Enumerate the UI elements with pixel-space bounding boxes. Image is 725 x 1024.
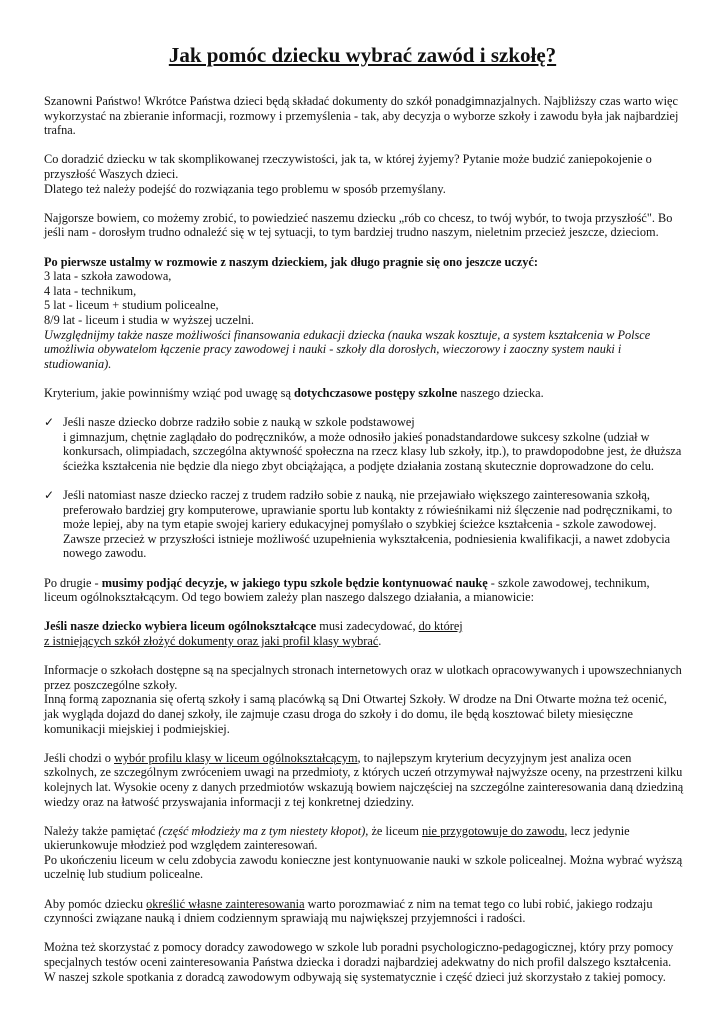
paragraph-first-step	[44, 255, 684, 372]
interests-underlined: określić własne zainteresowania	[146, 896, 305, 911]
checklist-item-text: Jeśli natomiast nasze dziecko raczej z trudem radziło sobie z nauką, nie przejawiało większego zainteresowania szkołą, preferowało bardziej gry komputerowe, uprawianie sportu lub kontakty z rówieśnikami niż ślęczenie nad podręcznikami, to może lepiej, aby na tym etapie swojej kariery edukacyjnej pomyślało o szybkiej ścieżce kształcenia - szkole zawodowej. Zawsze przecież w przyszłości istnieje możliwość uzupełnienia wykształcenia, podniesienia kwalifikacji, a nawet zdobycia nowego zawodu.	[63, 488, 673, 561]
liceum-choice-text: musi zadecydować,	[316, 619, 419, 634]
checkmark-icon: ✓	[44, 488, 55, 503]
document-body	[44, 94, 684, 999]
checkmark-icon: ✓	[44, 415, 55, 430]
paragraph-criterion	[44, 386, 684, 401]
paragraph-worst-choice: Najgorsze bowiem, co możemy zrobić, to powiedzieć naszemu dziecku „rób co chcesz, to twój wybór, to twoja przyszłość". Bo jeśli nam - dorosłym trudno odnaleźć się w tej sytuacji, to tym bardziej trudno naszym, nieletnim przecież jeszcze, dzieciom.	[44, 210, 673, 240]
page-title: Jak pomóc dziecku wybrać zawód i szkołę?	[168, 43, 557, 67]
liceum-choice-bold: Jeśli nasze dziecko wybiera liceum ogólnokształcące	[44, 619, 317, 634]
paragraph-question-line2: Dlatego też należy podejść do rozwiązania tego problemu w sposób przemyślany.	[44, 181, 446, 196]
second-step-bold: musimy podjąć decyzje, w jakiego typu szkole będzie kontynuować naukę	[101, 575, 488, 590]
paragraph-question-line1: Co doradzić dziecku w tak skomplikowanej rzeczywistości, jak ta, w której żyjemy? Pytanie może budzić zaniepokojenie o przyszłość Waszych dzieci.	[44, 152, 652, 181]
liceum-note-underlined: nie przygotowuje do zawodu	[421, 823, 565, 838]
school-info-line2: Inną formą zapoznania się ofertą szkoły i samą placówką są Dni Otwartej Szkoły. W drodze na Dni Otwarte można też ocenić, jak wygląda dojazd do danej szkoły, ile zajmuje czasu droga do szkoły i do domu, ile będą kosztować bilety miesięczne komunikacji miejskiej i podmiejskiej.	[44, 692, 667, 736]
liceum-choice-underlined: z istniejących szkół złożyć dokumenty oraz jaki profil klasy wybrać	[44, 633, 379, 648]
liceum-choice-period: .	[378, 633, 382, 648]
liceum-note-italic: (część młodzieży ma z tym niestety kłopot),	[158, 823, 369, 838]
criterion-text-end: naszego dziecka.	[457, 385, 544, 400]
paragraph-profile-choice	[44, 751, 684, 809]
paragraph-liceum-choice	[44, 619, 684, 648]
option-item: 4 lata - technikum,	[44, 283, 137, 298]
liceum-note-text-end: , lecz jedynie ukierunkowuje młodzież pod względem zainteresowań.	[44, 823, 630, 853]
paragraph-interests	[44, 897, 684, 926]
checklist-item-good-student	[44, 415, 684, 473]
paragraph-career-advisor: Można też skorzystać z pomocy doradcy zawodowego w szkole lub poradni psychologiczno-pedagogicznej, który przy pomocy specjalnych testów oceni zainteresowania Państwa dziecka i doradzi najbardziej adekwatny do nich profil dalszego kształcenia. W naszej szkole spotkania z doradcą zawodowym odbywają się systematycznie i część dzieci już skorzystało z takiej pomocy.	[44, 940, 674, 984]
criterion-text: Kryterium, jakie powinniśmy wziąć pod uwagę są	[44, 385, 294, 400]
paragraph-greeting: Szanowni Państwo! Wkrótce Państwa dzieci będą składać dokumenty do szkół ponadgimnazjalnych. Najbliższy czas warto więc wykorzystać na zbieranie informacji, rozmowy i przemyślenia - tak, aby decyzja o wyborze szkoły i zawodu była jak najbardziej trafna.	[44, 94, 679, 138]
checklist-item-text: Jeśli nasze dziecko dobrze radziło sobie z nauką w szkole podstawowej	[63, 415, 415, 430]
financing-note: Uwzględnijmy także nasze możliwości finansowania edukacji dziecka (nauka wszak kosztuje, a system kształcenia w Polsce umożliwia obywatelom łączenie pracy zawodowej i nauki - szkoły dla dorosłych, wieczorowy i zaoczny system nauki i studiowania).	[44, 327, 651, 371]
paragraph-question	[44, 152, 684, 196]
liceum-note-text: Należy także pamiętać	[44, 823, 159, 838]
paragraph-liceum-note	[44, 824, 684, 882]
criterion-bold: dotychczasowe postępy szkolne	[293, 385, 458, 400]
liceum-note-text-mid: że liceum	[368, 823, 422, 838]
school-info-line1: Informacje o szkołach dostępne są na specjalnych stronach internetowych oraz w ulotkach opracowywanych i upowszechnianych przez poszczególne szkoły.	[44, 663, 682, 692]
second-step-text-end: - szkole zawodowej, technikum, liceum ogólnokształcącym. Od tego bowiem zależy plan naszego dalszego działania, a mianowicie:	[44, 575, 650, 605]
interests-text: Aby pomóc dziecku	[44, 896, 147, 911]
second-step-text: Po drugie -	[44, 575, 102, 590]
profile-choice-text-end: , to najlepszym kryterium decyzyjnym jest analiza ocen szkolnych, ze szczególnym zwróceniem uwagi na przedmioty, z których uczeń otrzymywał najwyższe oceny, na przestrzeni kilku kolejnych lat. Wysokie oceny z danych przedmiotów wskazują bowiem najczęściej na szczególne zainteresowania daną dziedziną wiedzy oraz na łatwość przyswajania informacji z tej konkretnej dziedziny.	[44, 750, 684, 809]
checklist-item-text: i gimnazjum, chętnie zaglądało do podręczników, a może odnosiło jakieś ponadstandardowe sukcesy szkolne (udział w konkursach, olimpiadach, szczególna aktywność społeczna na rzecz klasy lub szkoły, itp.), to prawdopodobne jest, że dłuższa ścieżka kształcenia nie będzie dla niego zbyt obciążająca, a podjęte działania zostaną skutecznie doprowadzone do celu.	[63, 429, 682, 473]
liceum-note-line2: Po ukończeniu liceum w celu zdobycia zawodu konieczne jest kontynuowanie nauki w szkole policealnej. Można wybrać wyższą uczelnię lub studium policealne.	[44, 852, 683, 882]
profile-choice-text: Jeśli chodzi o	[44, 750, 115, 765]
liceum-choice-underlined: do której	[418, 619, 463, 634]
option-item: 5 lat - liceum + studium policealne,	[44, 298, 219, 313]
profile-choice-underlined: wybór profilu klasy w liceum ogólnokształcącym	[114, 750, 358, 765]
paragraph-second-step	[44, 576, 684, 605]
first-step-heading: Po pierwsze ustalmy w rozmowie z naszym dzieckiem, jak długo pragnie się ono jeszcze uczyć:	[44, 254, 538, 269]
paragraph-school-info	[44, 663, 684, 736]
option-item: 3 lata - szkoła zawodowa,	[44, 269, 172, 284]
checklist-item-weak-student	[44, 488, 684, 561]
interests-text-end: warto porozmawiać z nim na temat tego co lubi robić, jakiego rodzaju czynności związane nauką i dniem codziennym sprawiają mu największej przyjemności i radości.	[44, 896, 653, 926]
option-item: 8/9 lat - liceum i studia w wyższej uczelni.	[44, 312, 255, 327]
